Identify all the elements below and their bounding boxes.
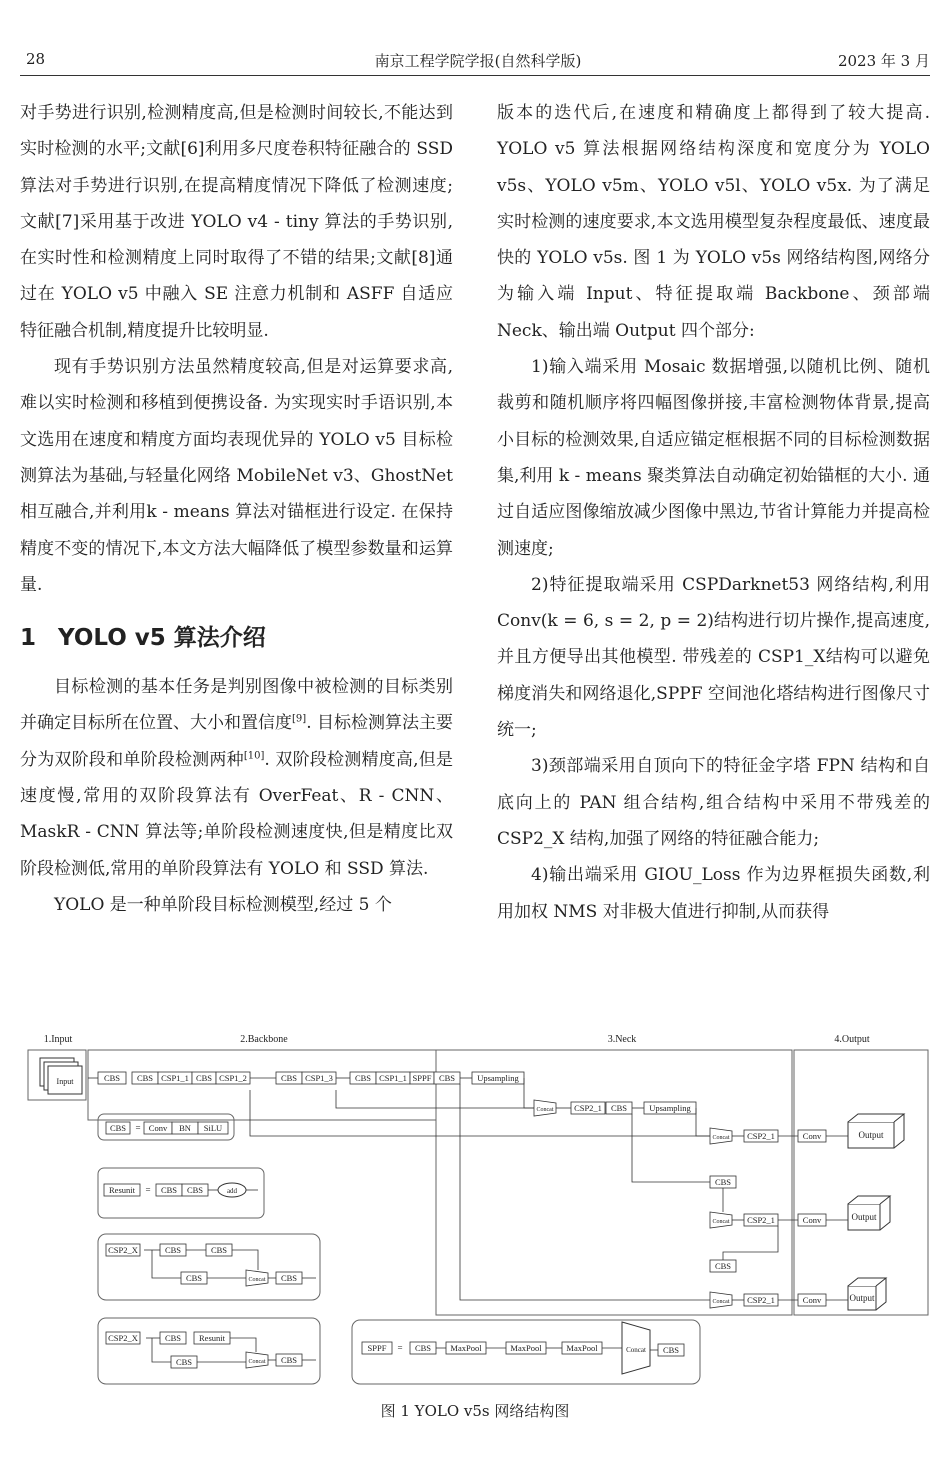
block-label: MaxPool	[450, 1343, 482, 1353]
block-label: Conv	[802, 1131, 822, 1141]
concat-label: Concat	[626, 1346, 646, 1354]
text-run: . 双阶段检测精度高,但是速度慢,常用的双阶段算法有 OverFeat、R - CNN、MaskR - CNN 算法等;单阶段检测速度快,但是精度比双阶段检测低,常用的单阶段算法有 YOLO 和 SSD 算法.	[20, 749, 453, 879]
block-label: CSP2_1	[574, 1103, 602, 1113]
paragraph: 版本的迭代后,在速度和精确度上都得到了较大提高. YOLO v5 算法根据网络结构深度和宽度分为 YOLO v5s、YOLO v5m、YOLO v5l、YOLO v5x. 为了满足实时检测的速度要求,本文选用模型复杂程度最低、速度最快的 YOLO v5s. 图 1 为 YOLO v5s 网络结构图,网络分为输入端 Input、特征提取端 Backbone、颈部端 Neck、输出端 Output 四个部分:	[497, 103, 930, 341]
output-cube-top	[848, 1114, 904, 1122]
block-label: CBS	[354, 1073, 372, 1083]
paragraph: 3)颈部端采用自顶向下的特征金字塔 FPN 结构和自底向上的 PAN 组合结构,组合结构中采用不带残差的 CSP2_X 结构,加强了网络的特征融合能力;	[497, 756, 930, 849]
block-label: CSP2_1	[747, 1215, 775, 1225]
block-label: CBS	[175, 1357, 193, 1367]
block-label: CBS	[160, 1185, 178, 1195]
issue-date: 2023 年 3 月	[837, 52, 930, 70]
network-figure	[26, 1030, 934, 1390]
block-label: Resunit	[109, 1185, 135, 1195]
block-label: CBS	[280, 1355, 298, 1365]
paragraph: 4)输出端采用 GIOU_Loss 作为边界框损失函数,利用加权 NMS 对非极大值进行抑制,从而获得	[497, 865, 930, 922]
backbone-frame	[88, 1050, 436, 1120]
section-backbone: 2.Backbone	[240, 1034, 288, 1045]
block-label: Resunit	[199, 1333, 225, 1343]
text-run: 目标检测的基本任务是判别图像中被检测的目标类别并确定目标所在位置、大小和置信度	[20, 677, 453, 734]
csp2x-resunit-frame	[98, 1318, 320, 1384]
block-label: Conv	[148, 1123, 168, 1133]
block-label: SiLU	[203, 1123, 223, 1133]
block-label: Conv	[802, 1295, 822, 1305]
block-label: CBS	[103, 1073, 121, 1083]
block-label: CSP2_1	[747, 1295, 775, 1305]
connector	[696, 1108, 710, 1136]
header-rule	[20, 75, 930, 76]
section-title: YOLO v5 算法介绍	[58, 625, 266, 652]
concat-label: Concat	[248, 1277, 266, 1283]
block-label: CBS	[210, 1245, 228, 1255]
block-label: MaxPool	[566, 1343, 598, 1353]
connector	[250, 1090, 710, 1136]
right-column	[497, 95, 930, 930]
block-label: CBS	[195, 1073, 213, 1083]
equals-sign: =	[397, 1343, 403, 1353]
block-label: CSP2_X	[108, 1333, 138, 1343]
equals-sign: =	[135, 1123, 141, 1133]
connector	[232, 1250, 258, 1270]
block-label: CBS	[280, 1073, 298, 1083]
equals-sign: =	[145, 1185, 151, 1195]
concat-label: Concat	[248, 1359, 266, 1365]
block-label: CBS	[109, 1123, 127, 1133]
section-heading	[20, 623, 453, 653]
connector	[460, 1084, 710, 1300]
block-label: CBS	[714, 1261, 732, 1271]
connector	[336, 1090, 534, 1108]
concat-label: Concat	[536, 1107, 554, 1113]
section-number: 1	[20, 625, 37, 652]
paragraph: 现有手势识别方法虽然精度较高,但是对运算要求高,难以实时检测和移植到便携设备. 为实现实时手语识别,本文选用在速度和精度方面均表现优异的 YOLO v5 目标检测算法为基础,与轻量化网络 MobileNet v3、GhostNet 相互融合,并利用k - means 算法对锚框进行设定. 在保持精度不变的情况下,本文方法大幅降低了模型参数量和运算量.	[20, 357, 453, 595]
block-label: CSP2_X	[108, 1245, 138, 1255]
block-label: CBS	[662, 1345, 680, 1355]
block-label: CBS	[610, 1103, 628, 1113]
block-label: CSP2_1	[747, 1131, 775, 1141]
block-label: CBS	[280, 1273, 298, 1283]
block-label: CSP1_2	[219, 1073, 247, 1083]
network-diagram	[26, 1030, 934, 1390]
citation[interactable]: [9]	[292, 713, 307, 725]
block-label: CBS	[714, 1177, 732, 1187]
paragraph	[20, 669, 453, 887]
connector	[632, 1114, 710, 1182]
block-label: CBS	[438, 1073, 456, 1083]
paragraph: 2)特征提取端采用 CSPDarknet53 网络结构,利用 Conv(k = 6, s = 2, p = 2)结构进行切片操作,提高速度,并且方便导出其他模型. 带残差的 CSP1_X结构可以避免梯度消失和网络退化,SPPF 空间池化塔结构进行图像尺寸统一;	[497, 574, 930, 741]
add-label: add	[226, 1187, 238, 1195]
paragraph: YOLO 是一种单阶段目标检测模型,经过 5 个	[54, 894, 392, 915]
block-label: SPPF	[412, 1073, 432, 1083]
connector	[723, 1226, 778, 1260]
block-label: BN	[179, 1123, 191, 1133]
block-label: MaxPool	[510, 1343, 542, 1353]
page-number: 28	[26, 50, 46, 68]
output-label: Output	[849, 1293, 875, 1303]
section-input: 1.Input	[43, 1034, 73, 1045]
text-run: . 目标检测算法主要分为双阶段和单阶段检测两种	[20, 713, 454, 770]
citation[interactable]: [10]	[243, 750, 265, 762]
output-cube-top	[848, 1278, 886, 1286]
section-neck: 3.Neck	[607, 1034, 637, 1045]
block-label: CBS	[414, 1343, 432, 1353]
output-label: Output	[851, 1212, 877, 1222]
connector	[230, 1338, 256, 1352]
block-label: CSP1_1	[379, 1073, 407, 1083]
block-label: CBS	[185, 1273, 203, 1283]
page-header	[26, 50, 930, 78]
section-output: 4.Output	[834, 1034, 870, 1045]
input-label: Input	[56, 1077, 74, 1086]
journal-title: 南京工程学院学报(自然科学版)	[374, 52, 582, 70]
block-label: CSP1_1	[161, 1073, 189, 1083]
block-label: CBS	[136, 1073, 154, 1083]
connector	[524, 1078, 534, 1108]
paragraph: 对手势进行识别,检测精度高,但是检测时间较长,不能达到实时检测的水平;文献[6]利用多尺度卷积特征融合的 SSD 算法对手势进行识别,在提高精度情况下降低了检测速度;文献[7]采用基于改进 YOLO v4 - tiny 算法的手势识别,在实时性和检测精度上同时取得了不错的结果;文献[8]通过在 YOLO v5 中融入 SE 注意力机制和 ASFF 自适应特征融合机制,精度提升比较明显.	[20, 103, 453, 341]
block-label: CBS	[164, 1333, 182, 1343]
block-label: CSP1_3	[305, 1073, 333, 1083]
concat-label: Concat	[712, 1135, 730, 1141]
neck-frame	[436, 1050, 792, 1315]
concat-label: Concat	[712, 1219, 730, 1225]
block-label: SPPF	[367, 1343, 387, 1353]
output-cube-top	[848, 1196, 890, 1204]
block-label: Conv	[802, 1215, 822, 1225]
output-frame	[794, 1050, 928, 1315]
block-label: Upsampling	[649, 1103, 691, 1113]
output-label: Output	[858, 1130, 884, 1140]
block-label: CBS	[164, 1245, 182, 1255]
concat-label: Concat	[712, 1299, 730, 1305]
paragraph: 1)输入端采用 Mosaic 数据增强,以随机比例、随机裁剪和随机顺序将四幅图像拼接,丰富检测物体背景,提高小目标的检测效果,自适应锚定框根据不同的目标检测数据集,利用 k - means 聚类算法自动确定初始锚框的大小. 通过自适应图像缩放减少图像中黑边,节省计算能力并提高检测速度;	[497, 357, 930, 559]
block-label: Upsampling	[477, 1073, 519, 1083]
block-label: CBS	[186, 1185, 204, 1195]
figure-caption: 图 1 YOLO v5s 网络结构图	[380, 1402, 570, 1420]
left-column	[20, 95, 453, 923]
